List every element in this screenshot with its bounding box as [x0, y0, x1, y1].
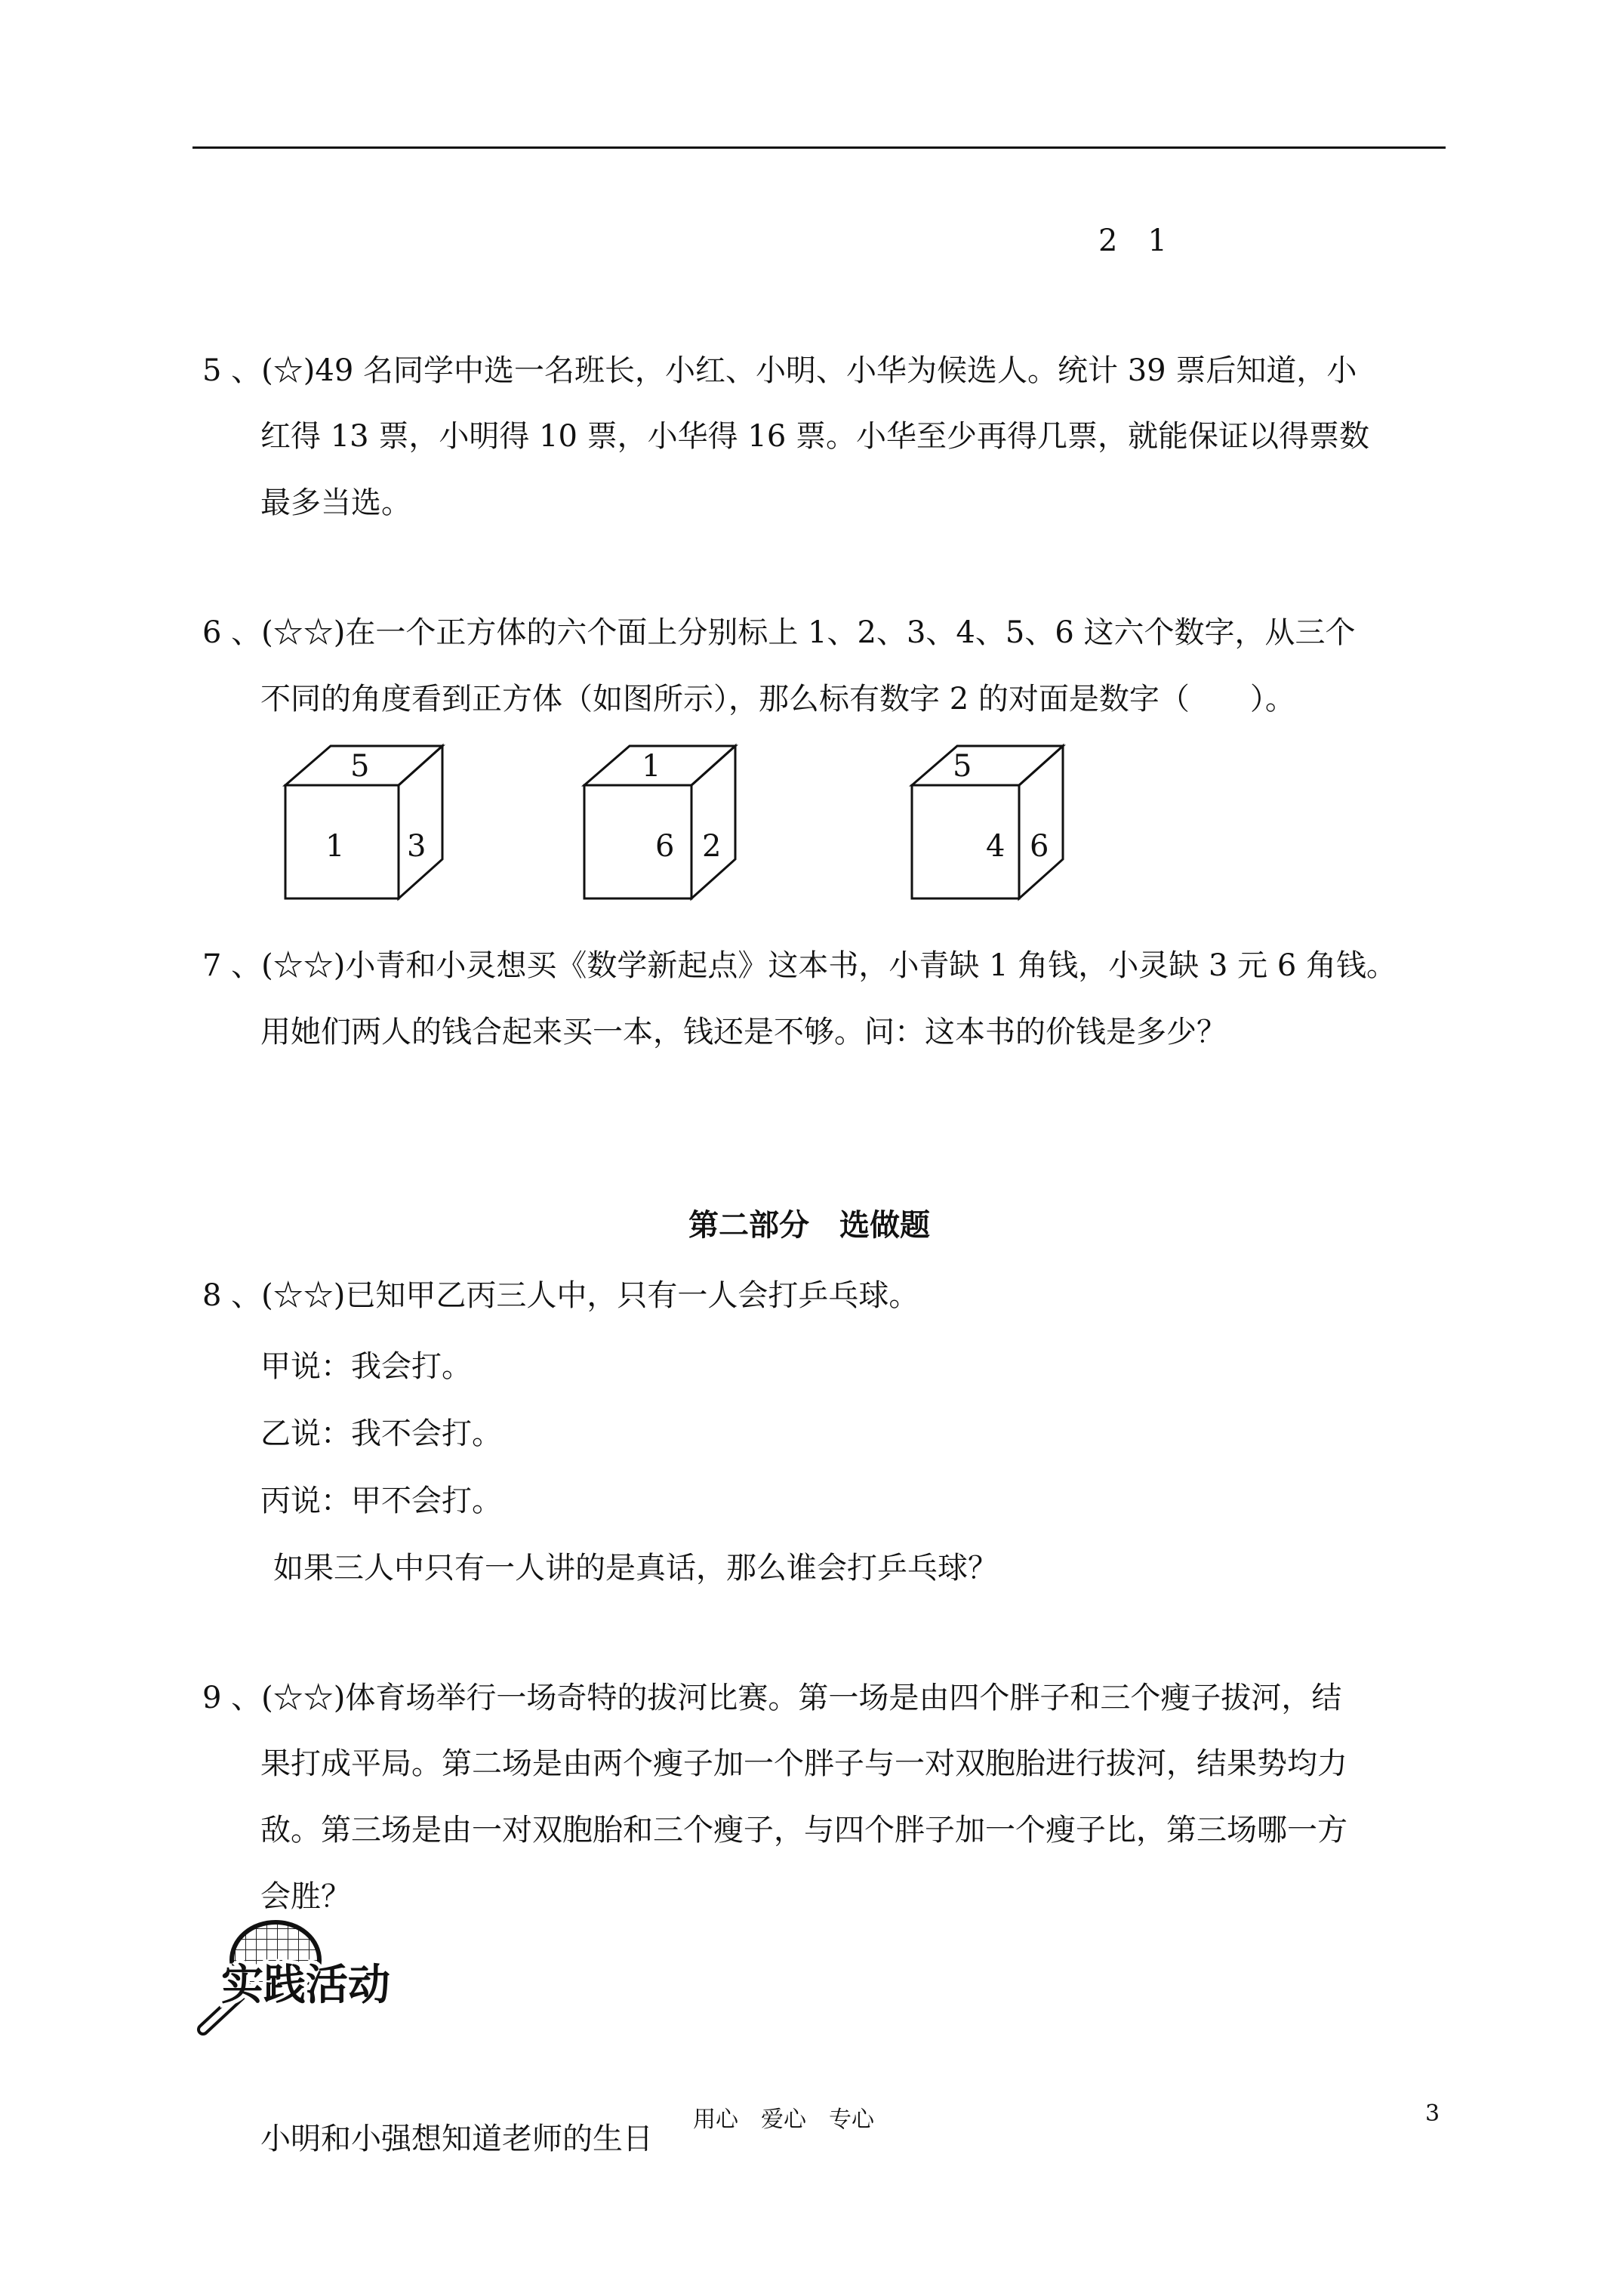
q7-line-2: 用她们两人的钱合起来买一本，钱还是不够。问：这本书的价钱是多少？: [260, 1015, 1227, 1049]
q5-line-1: 5 、(☆)49 名同学中选一名班长，小红、小明、小华为候选人。统计 39 票后知道，小: [202, 353, 1357, 388]
q8-intro: 8 、(☆☆)已知甲乙丙三人中，只有一人会打乒乓球。: [202, 1278, 919, 1313]
section-title: 第二部分 选做题: [688, 1207, 930, 1243]
cube-3-side-face: [1019, 746, 1063, 898]
cube-view-1: [284, 743, 450, 901]
cube-1-side-number: 3: [407, 829, 427, 864]
cube-1-front-number: 1: [325, 829, 345, 864]
q5-line-2: 红得 13 票，小明得 10 票，小华得 16 票。小华至少再得几票，就能保证以得票数: [260, 419, 1369, 454]
cube-2-front-number: 6: [655, 829, 675, 864]
footer-slogan: 用心 爱心 专心: [693, 2106, 874, 2133]
cube-view-3: [910, 743, 1076, 901]
q9-line-2: 果打成平局。第二场是由两个瘦子加一个胖子与一对双胞胎进行拔河，结果势均力: [260, 1746, 1347, 1781]
q8-statement-1: 甲说：我会打。: [260, 1349, 472, 1384]
cube-view-2: [583, 743, 749, 901]
page-fragment-digits: 2 1: [1098, 223, 1167, 258]
q6-line-1: 6 、(☆☆)在一个正方体的六个面上分别标上 1、2、3、4、5、6 这六个数字，从三个: [202, 615, 1356, 650]
header-rule: [192, 146, 1446, 149]
cube-1-top-number: 5: [350, 749, 370, 784]
q8-question: 如果三人中只有一人讲的是真话，那么谁会打乒乓球？: [273, 1551, 998, 1586]
page-number: 3: [1425, 2100, 1440, 2127]
q9-line-3: 敌。第三场是由一对双胞胎和三个瘦子，与四个胖子加一个瘦子比，第三场哪一方: [260, 1813, 1347, 1848]
cube-2-top-number: 1: [642, 749, 661, 784]
q9-line-4: 会胜？: [260, 1879, 351, 1914]
q8-statement-3: 丙说：甲不会打。: [260, 1484, 502, 1518]
cube-2-front-face: [584, 785, 691, 898]
q5-line-3: 最多当选。: [260, 485, 411, 520]
q6-line-2: 不同的角度看到正方体（如图所示），那么标有数字 2 的对面是数字（ ）。: [260, 682, 1295, 717]
q9-line-1: 9 、(☆☆)体育场举行一场奇特的拔河比赛。第一场是由四个胖子和三个瘦子拔河，结: [202, 1681, 1342, 1715]
cube-2-side-face: [691, 746, 735, 898]
practice-activity-logo: [192, 1918, 419, 2039]
cube-3-side-number: 6: [1030, 829, 1049, 864]
practice-text: 小明和小强想知道老师的生日: [260, 2122, 653, 2156]
cube-3-top-number: 5: [953, 749, 972, 784]
practice-logo-text: 实践活动: [221, 1961, 390, 2010]
cube-3-front-number: 4: [986, 829, 1006, 864]
cube-1-side-face: [399, 746, 442, 898]
cube-2-side-number: 2: [702, 829, 722, 864]
q8-statement-2: 乙说：我不会打。: [260, 1416, 502, 1451]
q7-line-1: 7 、(☆☆)小青和小灵想买《数学新起点》这本书，小青缺 1 角钱，小灵缺 3 元 6 角钱。: [202, 948, 1397, 983]
